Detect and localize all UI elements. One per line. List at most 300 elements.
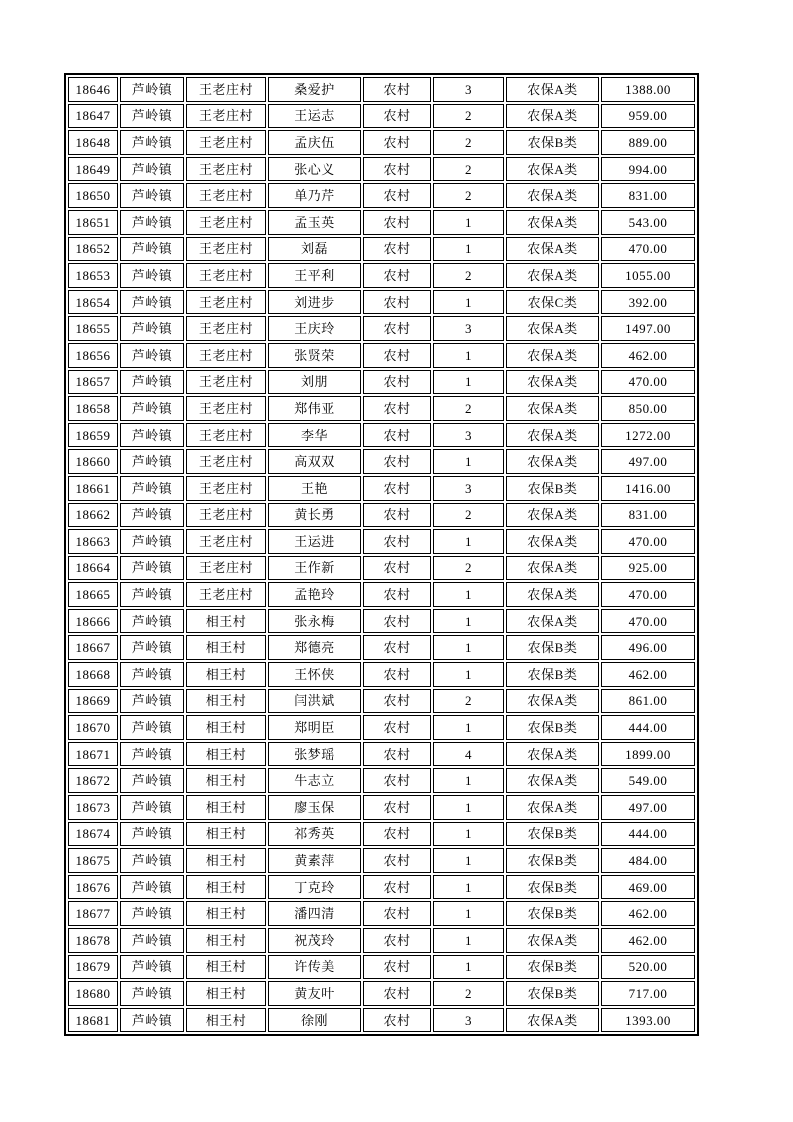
cell-insurance-category: 农保B类 (506, 635, 599, 660)
cell-amount: 470.00 (601, 609, 695, 634)
table-row (68, 556, 695, 581)
cell-town: 芦岭镇 (120, 449, 184, 474)
cell-person-name: 廖玉保 (268, 795, 361, 820)
cell-person-name: 丁克玲 (268, 875, 361, 900)
cell-record-id: 18681 (68, 1008, 118, 1033)
cell-insurance-category: 农保B类 (506, 822, 599, 847)
table-row (68, 529, 695, 554)
cell-record-id: 18649 (68, 157, 118, 182)
cell-record-id: 18657 (68, 370, 118, 395)
cell-residence-type: 农村 (363, 316, 431, 341)
cell-insurance-category: 农保A类 (506, 529, 599, 554)
cell-town: 芦岭镇 (120, 928, 184, 953)
cell-insurance-category: 农保B类 (506, 848, 599, 873)
cell-residence-type: 农村 (363, 1008, 431, 1033)
cell-insurance-category: 农保A类 (506, 316, 599, 341)
cell-person-name: 刘磊 (268, 237, 361, 262)
cell-record-id: 18650 (68, 183, 118, 208)
table-row (68, 316, 695, 341)
cell-residence-type: 农村 (363, 689, 431, 714)
cell-amount: 444.00 (601, 715, 695, 740)
cell-record-id: 18655 (68, 316, 118, 341)
cell-village: 王老庄村 (186, 210, 266, 235)
cell-insurance-category: 农保A类 (506, 1008, 599, 1033)
cell-amount: 1272.00 (601, 423, 695, 448)
cell-town: 芦岭镇 (120, 290, 184, 315)
cell-record-id: 18679 (68, 955, 118, 980)
cell-amount: 484.00 (601, 848, 695, 873)
cell-amount: 1899.00 (601, 742, 695, 767)
table-row (68, 875, 695, 900)
cell-town: 芦岭镇 (120, 822, 184, 847)
cell-village: 王老庄村 (186, 582, 266, 607)
cell-village: 王老庄村 (186, 449, 266, 474)
cell-person-count: 1 (433, 875, 504, 900)
table-row (68, 476, 695, 501)
cell-amount: 462.00 (601, 343, 695, 368)
cell-person-count: 1 (433, 609, 504, 634)
cell-record-id: 18663 (68, 529, 118, 554)
cell-insurance-category: 农保A类 (506, 582, 599, 607)
cell-person-name: 祁秀英 (268, 822, 361, 847)
cell-residence-type: 农村 (363, 955, 431, 980)
cell-town: 芦岭镇 (120, 848, 184, 873)
cell-person-name: 闫洪斌 (268, 689, 361, 714)
cell-person-name: 王运进 (268, 529, 361, 554)
cell-residence-type: 农村 (363, 768, 431, 793)
cell-amount: 462.00 (601, 901, 695, 926)
cell-record-id: 18673 (68, 795, 118, 820)
table-row (68, 795, 695, 820)
cell-person-name: 黄长勇 (268, 503, 361, 528)
cell-residence-type: 农村 (363, 157, 431, 182)
cell-person-name: 王平利 (268, 263, 361, 288)
table-row (68, 237, 695, 262)
table-row (68, 263, 695, 288)
cell-record-id: 18670 (68, 715, 118, 740)
cell-amount: 470.00 (601, 237, 695, 262)
table-row (68, 901, 695, 926)
cell-record-id: 18653 (68, 263, 118, 288)
cell-village: 相王村 (186, 662, 266, 687)
cell-town: 芦岭镇 (120, 556, 184, 581)
cell-village: 王老庄村 (186, 237, 266, 262)
cell-record-id: 18659 (68, 423, 118, 448)
cell-residence-type: 农村 (363, 263, 431, 288)
cell-village: 相王村 (186, 848, 266, 873)
cell-amount: 462.00 (601, 662, 695, 687)
records-table (64, 73, 699, 1036)
cell-insurance-category: 农保B类 (506, 662, 599, 687)
cell-person-name: 牛志立 (268, 768, 361, 793)
cell-residence-type: 农村 (363, 503, 431, 528)
cell-residence-type: 农村 (363, 210, 431, 235)
cell-amount: 831.00 (601, 503, 695, 528)
cell-village: 王老庄村 (186, 183, 266, 208)
cell-village: 王老庄村 (186, 529, 266, 554)
cell-record-id: 18666 (68, 609, 118, 634)
cell-residence-type: 农村 (363, 901, 431, 926)
cell-village: 王老庄村 (186, 130, 266, 155)
cell-town: 芦岭镇 (120, 981, 184, 1006)
cell-person-name: 黄素萍 (268, 848, 361, 873)
cell-person-count: 2 (433, 689, 504, 714)
cell-person-name: 李华 (268, 423, 361, 448)
cell-amount: 392.00 (601, 290, 695, 315)
cell-village: 王老庄村 (186, 104, 266, 129)
table-row (68, 582, 695, 607)
cell-person-name: 黄友叶 (268, 981, 361, 1006)
cell-record-id: 18676 (68, 875, 118, 900)
table-row (68, 928, 695, 953)
cell-person-name: 王庆玲 (268, 316, 361, 341)
cell-town: 芦岭镇 (120, 423, 184, 448)
table-row (68, 104, 695, 129)
cell-town: 芦岭镇 (120, 343, 184, 368)
cell-person-name: 徐刚 (268, 1008, 361, 1033)
cell-amount: 497.00 (601, 795, 695, 820)
cell-insurance-category: 农保B类 (506, 715, 599, 740)
table-row (68, 662, 695, 687)
cell-person-count: 1 (433, 290, 504, 315)
cell-town: 芦岭镇 (120, 157, 184, 182)
cell-amount: 497.00 (601, 449, 695, 474)
cell-town: 芦岭镇 (120, 1008, 184, 1033)
cell-village: 相王村 (186, 955, 266, 980)
cell-person-name: 许传美 (268, 955, 361, 980)
cell-amount: 889.00 (601, 130, 695, 155)
cell-village: 王老庄村 (186, 476, 266, 501)
cell-residence-type: 农村 (363, 183, 431, 208)
cell-person-count: 3 (433, 1008, 504, 1033)
cell-residence-type: 农村 (363, 635, 431, 660)
cell-person-count: 1 (433, 343, 504, 368)
cell-person-count: 2 (433, 503, 504, 528)
table-row (68, 848, 695, 873)
cell-insurance-category: 农保A类 (506, 556, 599, 581)
table-row (68, 370, 695, 395)
cell-residence-type: 农村 (363, 848, 431, 873)
cell-record-id: 18656 (68, 343, 118, 368)
cell-amount: 470.00 (601, 370, 695, 395)
cell-person-count: 2 (433, 130, 504, 155)
table-row (68, 130, 695, 155)
cell-village: 王老庄村 (186, 316, 266, 341)
cell-town: 芦岭镇 (120, 316, 184, 341)
table-row (68, 423, 695, 448)
cell-residence-type: 农村 (363, 662, 431, 687)
cell-record-id: 18646 (68, 77, 118, 102)
cell-person-count: 3 (433, 423, 504, 448)
cell-person-name: 孟玉英 (268, 210, 361, 235)
cell-person-name: 郑明臣 (268, 715, 361, 740)
cell-village: 相王村 (186, 609, 266, 634)
cell-person-count: 1 (433, 210, 504, 235)
cell-record-id: 18648 (68, 130, 118, 155)
cell-insurance-category: 农保A类 (506, 263, 599, 288)
cell-insurance-category: 农保A类 (506, 928, 599, 953)
cell-amount: 470.00 (601, 529, 695, 554)
cell-town: 芦岭镇 (120, 635, 184, 660)
cell-insurance-category: 农保A类 (506, 183, 599, 208)
cell-village: 相王村 (186, 901, 266, 926)
cell-town: 芦岭镇 (120, 955, 184, 980)
table-row (68, 742, 695, 767)
cell-insurance-category: 农保A类 (506, 370, 599, 395)
cell-insurance-category: 农保C类 (506, 290, 599, 315)
table-row (68, 689, 695, 714)
table-row (68, 449, 695, 474)
cell-record-id: 18654 (68, 290, 118, 315)
cell-village: 相王村 (186, 689, 266, 714)
cell-residence-type: 农村 (363, 423, 431, 448)
cell-person-count: 1 (433, 848, 504, 873)
cell-residence-type: 农村 (363, 928, 431, 953)
cell-amount: 469.00 (601, 875, 695, 900)
cell-person-count: 1 (433, 928, 504, 953)
cell-town: 芦岭镇 (120, 662, 184, 687)
cell-record-id: 18678 (68, 928, 118, 953)
cell-amount: 1393.00 (601, 1008, 695, 1033)
cell-record-id: 18661 (68, 476, 118, 501)
table-row (68, 715, 695, 740)
cell-insurance-category: 农保A类 (506, 768, 599, 793)
cell-village: 相王村 (186, 822, 266, 847)
cell-amount: 1497.00 (601, 316, 695, 341)
cell-town: 芦岭镇 (120, 795, 184, 820)
cell-village: 王老庄村 (186, 157, 266, 182)
cell-town: 芦岭镇 (120, 237, 184, 262)
cell-person-count: 2 (433, 396, 504, 421)
cell-person-count: 1 (433, 449, 504, 474)
cell-insurance-category: 农保B类 (506, 476, 599, 501)
cell-person-count: 1 (433, 901, 504, 926)
cell-person-name: 王运志 (268, 104, 361, 129)
cell-village: 相王村 (186, 875, 266, 900)
cell-person-name: 祝茂玲 (268, 928, 361, 953)
cell-person-name: 刘进步 (268, 290, 361, 315)
cell-person-count: 3 (433, 77, 504, 102)
cell-person-name: 高双双 (268, 449, 361, 474)
cell-amount: 520.00 (601, 955, 695, 980)
cell-record-id: 18669 (68, 689, 118, 714)
cell-insurance-category: 农保A类 (506, 795, 599, 820)
cell-insurance-category: 农保A类 (506, 157, 599, 182)
table-row (68, 343, 695, 368)
cell-residence-type: 农村 (363, 449, 431, 474)
cell-village: 相王村 (186, 1008, 266, 1033)
cell-person-name: 孟庆伍 (268, 130, 361, 155)
cell-insurance-category: 农保B类 (506, 955, 599, 980)
cell-record-id: 18677 (68, 901, 118, 926)
cell-person-name: 张心义 (268, 157, 361, 182)
cell-person-count: 1 (433, 582, 504, 607)
cell-record-id: 18667 (68, 635, 118, 660)
cell-person-count: 1 (433, 635, 504, 660)
cell-person-count: 1 (433, 237, 504, 262)
cell-town: 芦岭镇 (120, 529, 184, 554)
cell-person-count: 1 (433, 370, 504, 395)
cell-village: 王老庄村 (186, 343, 266, 368)
cell-record-id: 18662 (68, 503, 118, 528)
cell-person-name: 王艳 (268, 476, 361, 501)
cell-residence-type: 农村 (363, 130, 431, 155)
cell-amount: 543.00 (601, 210, 695, 235)
cell-record-id: 18664 (68, 556, 118, 581)
cell-town: 芦岭镇 (120, 476, 184, 501)
cell-amount: 549.00 (601, 768, 695, 793)
cell-amount: 831.00 (601, 183, 695, 208)
cell-amount: 1416.00 (601, 476, 695, 501)
cell-person-count: 1 (433, 768, 504, 793)
cell-record-id: 18672 (68, 768, 118, 793)
table-row (68, 635, 695, 660)
cell-amount: 444.00 (601, 822, 695, 847)
cell-person-count: 3 (433, 476, 504, 501)
cell-residence-type: 农村 (363, 795, 431, 820)
cell-town: 芦岭镇 (120, 768, 184, 793)
cell-amount: 994.00 (601, 157, 695, 182)
cell-village: 王老庄村 (186, 290, 266, 315)
cell-town: 芦岭镇 (120, 370, 184, 395)
cell-town: 芦岭镇 (120, 503, 184, 528)
cell-town: 芦岭镇 (120, 901, 184, 926)
table-row (68, 210, 695, 235)
cell-insurance-category: 农保B类 (506, 981, 599, 1006)
cell-record-id: 18674 (68, 822, 118, 847)
cell-person-name: 潘四清 (268, 901, 361, 926)
table-row (68, 981, 695, 1006)
cell-residence-type: 农村 (363, 104, 431, 129)
cell-insurance-category: 农保A类 (506, 449, 599, 474)
cell-village: 相王村 (186, 768, 266, 793)
cell-person-name: 郑德亮 (268, 635, 361, 660)
cell-amount: 850.00 (601, 396, 695, 421)
table-row (68, 77, 695, 102)
cell-village: 相王村 (186, 742, 266, 767)
cell-residence-type: 农村 (363, 822, 431, 847)
cell-insurance-category: 农保A类 (506, 689, 599, 714)
table-row (68, 1008, 695, 1033)
cell-residence-type: 农村 (363, 77, 431, 102)
cell-person-count: 2 (433, 263, 504, 288)
cell-person-count: 1 (433, 822, 504, 847)
cell-insurance-category: 农保B类 (506, 875, 599, 900)
cell-record-id: 18658 (68, 396, 118, 421)
cell-amount: 462.00 (601, 928, 695, 953)
cell-residence-type: 农村 (363, 476, 431, 501)
cell-person-count: 1 (433, 529, 504, 554)
cell-amount: 717.00 (601, 981, 695, 1006)
cell-person-name: 张梦瑶 (268, 742, 361, 767)
cell-residence-type: 农村 (363, 556, 431, 581)
cell-insurance-category: 农保A类 (506, 343, 599, 368)
cell-person-count: 1 (433, 955, 504, 980)
cell-residence-type: 农村 (363, 529, 431, 554)
cell-residence-type: 农村 (363, 715, 431, 740)
cell-residence-type: 农村 (363, 396, 431, 421)
cell-person-name: 孟艳玲 (268, 582, 361, 607)
cell-village: 王老庄村 (186, 423, 266, 448)
cell-insurance-category: 农保B类 (506, 130, 599, 155)
table-row (68, 768, 695, 793)
cell-person-name: 张永梅 (268, 609, 361, 634)
table-row (68, 955, 695, 980)
cell-insurance-category: 农保A类 (506, 609, 599, 634)
cell-amount: 1055.00 (601, 263, 695, 288)
cell-insurance-category: 农保A类 (506, 77, 599, 102)
cell-residence-type: 农村 (363, 370, 431, 395)
cell-person-name: 王怀侠 (268, 662, 361, 687)
cell-person-name: 刘朋 (268, 370, 361, 395)
cell-person-name: 张贤荣 (268, 343, 361, 368)
cell-village: 相王村 (186, 795, 266, 820)
cell-insurance-category: 农保B类 (506, 901, 599, 926)
cell-insurance-category: 农保A类 (506, 742, 599, 767)
cell-record-id: 18651 (68, 210, 118, 235)
cell-residence-type: 农村 (363, 981, 431, 1006)
cell-town: 芦岭镇 (120, 77, 184, 102)
table-row (68, 183, 695, 208)
cell-person-name: 桑爱护 (268, 77, 361, 102)
cell-residence-type: 农村 (363, 609, 431, 634)
cell-insurance-category: 农保A类 (506, 503, 599, 528)
cell-person-count: 3 (433, 316, 504, 341)
cell-insurance-category: 农保A类 (506, 237, 599, 262)
cell-town: 芦岭镇 (120, 263, 184, 288)
cell-village: 王老庄村 (186, 396, 266, 421)
cell-town: 芦岭镇 (120, 742, 184, 767)
cell-insurance-category: 农保A类 (506, 210, 599, 235)
cell-record-id: 18680 (68, 981, 118, 1006)
cell-amount: 959.00 (601, 104, 695, 129)
table-row (68, 290, 695, 315)
cell-village: 王老庄村 (186, 503, 266, 528)
cell-amount: 925.00 (601, 556, 695, 581)
cell-town: 芦岭镇 (120, 715, 184, 740)
cell-village: 相王村 (186, 635, 266, 660)
cell-record-id: 18675 (68, 848, 118, 873)
cell-person-count: 2 (433, 981, 504, 1006)
cell-village: 王老庄村 (186, 263, 266, 288)
cell-record-id: 18647 (68, 104, 118, 129)
cell-residence-type: 农村 (363, 582, 431, 607)
cell-insurance-category: 农保A类 (506, 423, 599, 448)
cell-town: 芦岭镇 (120, 582, 184, 607)
cell-person-count: 4 (433, 742, 504, 767)
cell-residence-type: 农村 (363, 237, 431, 262)
cell-residence-type: 农村 (363, 290, 431, 315)
cell-village: 王老庄村 (186, 370, 266, 395)
cell-village: 相王村 (186, 715, 266, 740)
cell-person-count: 2 (433, 157, 504, 182)
cell-town: 芦岭镇 (120, 183, 184, 208)
cell-record-id: 18668 (68, 662, 118, 687)
cell-person-name: 单乃芹 (268, 183, 361, 208)
cell-town: 芦岭镇 (120, 210, 184, 235)
table-row (68, 609, 695, 634)
cell-record-id: 18660 (68, 449, 118, 474)
cell-village: 相王村 (186, 981, 266, 1006)
cell-residence-type: 农村 (363, 875, 431, 900)
cell-town: 芦岭镇 (120, 875, 184, 900)
cell-person-count: 2 (433, 183, 504, 208)
cell-town: 芦岭镇 (120, 396, 184, 421)
table-row (68, 396, 695, 421)
cell-person-name: 王作新 (268, 556, 361, 581)
cell-town: 芦岭镇 (120, 609, 184, 634)
cell-person-count: 2 (433, 556, 504, 581)
